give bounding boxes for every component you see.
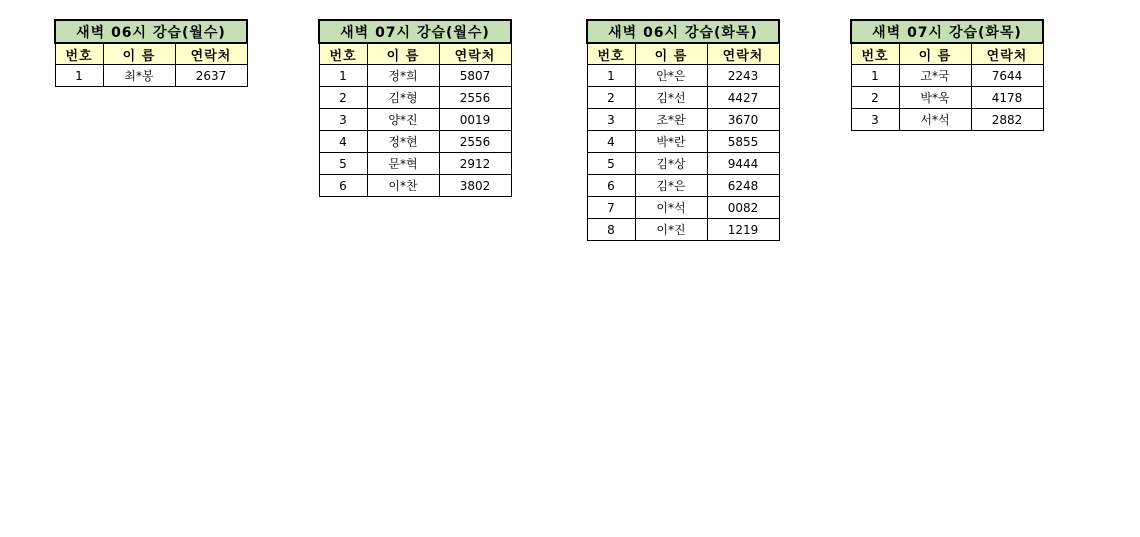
cell-phone: 6248 — [707, 175, 779, 197]
table-row — [851, 65, 1043, 87]
cell-name: 정*현 — [367, 131, 439, 153]
cell-name: 정*희 — [367, 65, 439, 87]
cell-name: 김*은 — [635, 175, 707, 197]
table-row — [319, 131, 511, 153]
cell-phone: 0082 — [707, 197, 779, 219]
table-row — [319, 109, 511, 131]
cell-phone: 2556 — [439, 131, 511, 153]
cell-number: 5 — [319, 153, 367, 175]
cell-name: 이*진 — [635, 219, 707, 241]
table-row — [319, 87, 511, 109]
cell-name: 서*석 — [899, 109, 971, 131]
cell-name: 최*봉 — [103, 65, 175, 87]
cell-phone: 2912 — [439, 153, 511, 175]
cell-phone: 1219 — [707, 219, 779, 241]
cell-name: 안*은 — [635, 65, 707, 87]
table-title: 새벽 07시 강습(월수) — [319, 20, 511, 43]
cell-name: 김*상 — [635, 153, 707, 175]
class-table-0700-mon-wed — [318, 19, 512, 197]
table-row — [851, 109, 1043, 131]
cell-phone: 2243 — [707, 65, 779, 87]
cell-phone: 0019 — [439, 109, 511, 131]
cell-name: 박*욱 — [899, 87, 971, 109]
table-title: 새벽 07시 강습(화목) — [851, 20, 1043, 43]
cell-name: 양*진 — [367, 109, 439, 131]
cell-phone: 4427 — [707, 87, 779, 109]
cell-number: 7 — [587, 197, 635, 219]
cell-name: 김*선 — [635, 87, 707, 109]
table-row — [587, 219, 779, 241]
table-row — [587, 131, 779, 153]
cell-number: 8 — [587, 219, 635, 241]
header-number: 번호 — [55, 43, 103, 65]
cell-number: 1 — [319, 65, 367, 87]
cell-number: 6 — [319, 175, 367, 197]
cell-name: 문*혁 — [367, 153, 439, 175]
cell-name: 이*석 — [635, 197, 707, 219]
cell-name: 박*란 — [635, 131, 707, 153]
cell-phone: 7644 — [971, 65, 1043, 87]
cell-name: 조*완 — [635, 109, 707, 131]
table-row — [587, 175, 779, 197]
cell-number: 2 — [587, 87, 635, 109]
cell-phone: 2637 — [175, 65, 247, 87]
cell-phone: 2882 — [971, 109, 1043, 131]
cell-name: 김*형 — [367, 87, 439, 109]
header-number: 번호 — [319, 43, 367, 65]
table-title: 새벽 06시 강습(월수) — [55, 20, 247, 43]
cell-number: 5 — [587, 153, 635, 175]
cell-number: 3 — [851, 109, 899, 131]
cell-phone: 3802 — [439, 175, 511, 197]
table-row — [55, 65, 247, 87]
header-name: 이 름 — [899, 43, 971, 65]
header-phone: 연락처 — [707, 43, 779, 65]
table-row — [587, 197, 779, 219]
cell-phone: 4178 — [971, 87, 1043, 109]
header-name: 이 름 — [103, 43, 175, 65]
header-phone: 연락처 — [971, 43, 1043, 65]
cell-number: 4 — [587, 131, 635, 153]
cell-number: 1 — [851, 65, 899, 87]
header-phone: 연락처 — [439, 43, 511, 65]
cell-number: 2 — [851, 87, 899, 109]
cell-phone: 9444 — [707, 153, 779, 175]
cell-number: 3 — [587, 109, 635, 131]
table-row — [587, 65, 779, 87]
cell-number: 6 — [587, 175, 635, 197]
table-row — [587, 109, 779, 131]
cell-number: 3 — [319, 109, 367, 131]
class-table-0600-mon-wed — [54, 19, 248, 87]
cell-phone: 2556 — [439, 87, 511, 109]
cell-phone: 5807 — [439, 65, 511, 87]
table-row — [319, 65, 511, 87]
table-title: 새벽 06시 강습(화목) — [587, 20, 779, 43]
class-table-0700-tue-thu — [850, 19, 1044, 131]
header-name: 이 름 — [367, 43, 439, 65]
cell-number: 2 — [319, 87, 367, 109]
table-row — [319, 153, 511, 175]
table-row — [587, 153, 779, 175]
header-phone: 연락처 — [175, 43, 247, 65]
cell-name: 고*국 — [899, 65, 971, 87]
header-name: 이 름 — [635, 43, 707, 65]
cell-number: 1 — [55, 65, 103, 87]
header-number: 번호 — [851, 43, 899, 65]
table-row — [851, 87, 1043, 109]
cell-phone: 5855 — [707, 131, 779, 153]
table-row — [587, 87, 779, 109]
header-number: 번호 — [587, 43, 635, 65]
cell-number: 4 — [319, 131, 367, 153]
cell-phone: 3670 — [707, 109, 779, 131]
class-table-0600-tue-thu — [586, 19, 780, 241]
table-row — [319, 175, 511, 197]
cell-name: 이*찬 — [367, 175, 439, 197]
cell-number: 1 — [587, 65, 635, 87]
